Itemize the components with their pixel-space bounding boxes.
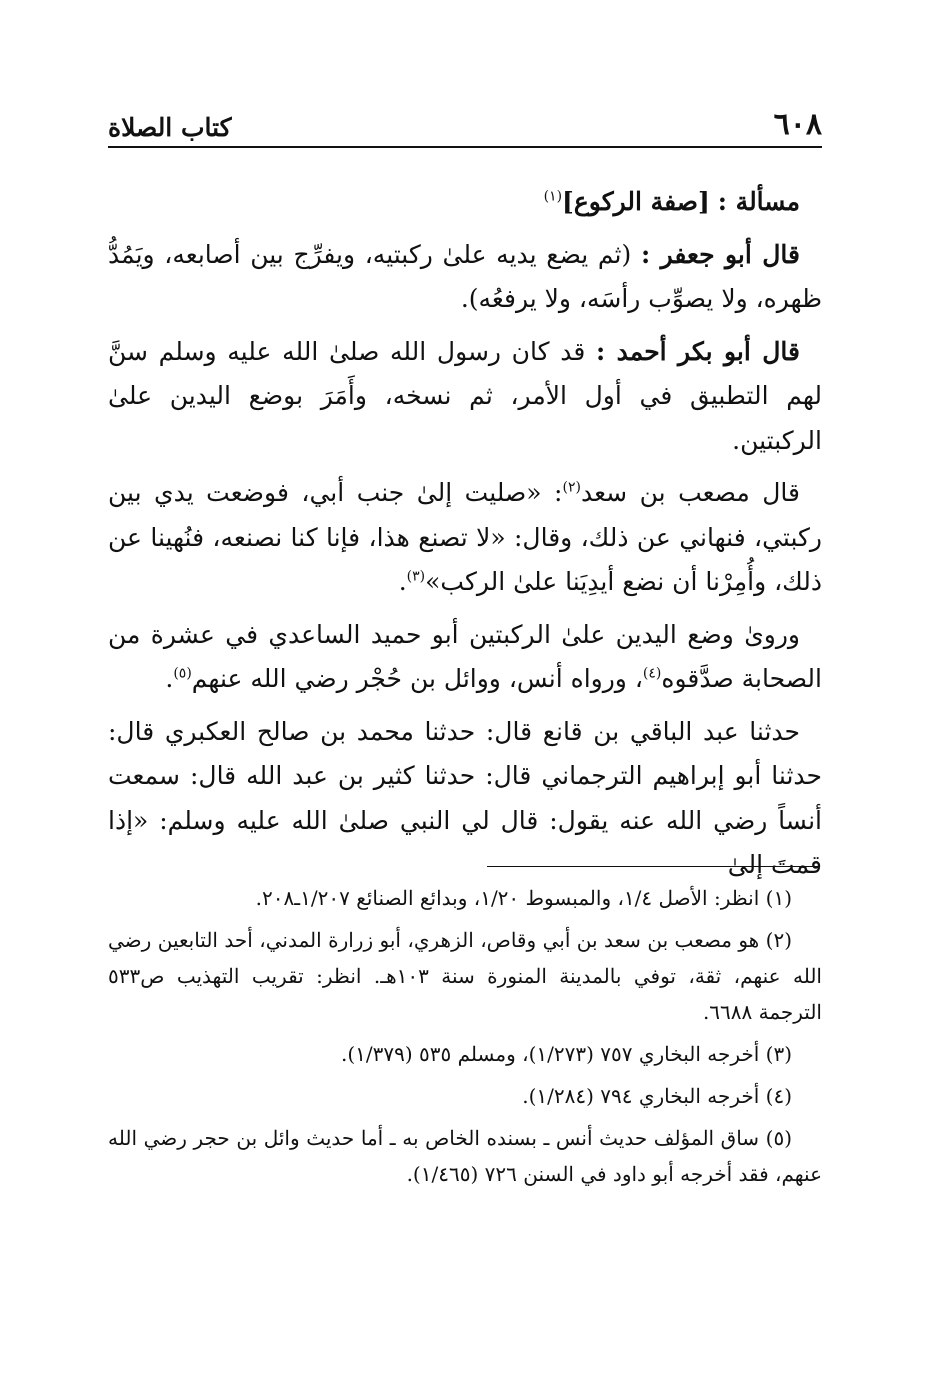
page-number: ٦٠٨ — [773, 107, 822, 142]
footnote-1: (١) انظر: الأصل ١/٤، والمبسوط ١/٢٠، وبدائع الصنائع ١/٢٠٧ـ٢٠٨. — [255, 886, 792, 910]
paragraph-text: : «صليت إلىٰ جنب أبي، فوضعت يدي بين ركبتي، فنهاني عن ذلك، وقال: «لا تصنع هذا، فإنا كنا نصنعه، فنُهينا عن ذلك، وأُمِرْنا أن نضع أيدِيَنا علىٰ الركب» — [108, 478, 822, 596]
paragraph-text: ، ورواه أنس، ووائل بن حُجْر رضي الله عنهم — [191, 664, 643, 693]
issue-title: [صفة الركوع] — [562, 187, 710, 216]
footnote-5: (٥) ساق المؤلف حديث أنس ـ بسنده الخاص به ـ أما حديث وائل بن حجر رضي الله عنهم، فقد أخرجه أبو داود في السنن ٧٢٦ (١/٤٦٥). — [108, 1126, 822, 1186]
paragraph-abu-humaid — [108, 613, 822, 702]
book-title: كتاب الصلاة — [108, 113, 232, 142]
paragraph-text: قد كان رسول الله صلىٰ الله عليه وسلم سنَّ لهم التطبيق في أول الأمر، ثم نسخه، وأَمَرَ بوضع اليدين علىٰ الركبتين. — [108, 336, 822, 455]
paragraph-musab — [108, 471, 822, 605]
footnote-4: (٤) أخرجه البخاري ٧٩٤ (١/٢٨٤). — [522, 1084, 792, 1108]
paragraph-isnad: حدثنا عبد الباقي بن قانع قال: حدثنا محمد بن صالح العكبري قال: حدثنا أبو إبراهيم الترجماني قال: حدثنا كثير بن عبد الله قال: سمعت أنساً رضي الله عنه يقول: قال لي النبي صلىٰ الله عليه وسلم: «إذا قمتَ إلىٰ — [108, 716, 822, 879]
speaker-label: قال أبو بكر أحمد : — [595, 336, 800, 366]
issue-label: مسألة : — [717, 187, 800, 216]
paragraph-abu-bakr — [108, 330, 822, 464]
page-header — [108, 100, 822, 148]
footnote-3: (٣) أخرجه البخاري ٧٥٧ (١/٢٧٣)، ومسلم ٥٣٥ (١/٣٧٩). — [340, 1042, 792, 1066]
paragraph-text: قال مصعب بن سعد — [580, 478, 800, 507]
footnote-ref-5: (٥) — [173, 665, 192, 682]
footnote-ref-3: (٣) — [406, 568, 426, 585]
page — [108, 100, 822, 896]
footnote-2: (٢) هو مصعب بن سعد بن أبي وقاص، الزهري، أبو زرارة المدني، أحد التابعين رضي الله عنهم، ثقة، توفي بالمدينة المنورة سنة ١٠٣هـ. انظر: تقريب التهذيب ص٥٣٣ الترجمة ٦٦٨٨. — [108, 928, 822, 1024]
footnote-ref-2: (٢) — [562, 479, 581, 496]
footnote-divider — [487, 866, 820, 867]
paragraph-text: وروىٰ وضع اليدين علىٰ الركبتين أبو حميد الساعدي في عشرة من الصحابة صدَّقوه — [108, 619, 822, 693]
issue-heading — [108, 180, 822, 225]
paragraph-text: (ثم يضع يديه علىٰ ركبتيه، ويفرِّج بين أصابعه، ويَمُدُّ ظهره، ولا يصوِّب رأسَه، ولا يرفعُه). — [108, 239, 822, 313]
paragraph-text: . — [398, 567, 407, 596]
footnote-ref-4: (٤) — [642, 665, 662, 682]
paragraph-abu-jafar — [108, 233, 822, 322]
footnotes — [108, 880, 822, 1198]
footnote-ref-1: (١) — [543, 188, 563, 205]
paragraph-text: . — [165, 664, 174, 693]
speaker-label: قال أبو جعفر : — [640, 239, 800, 269]
main-text — [108, 180, 822, 888]
